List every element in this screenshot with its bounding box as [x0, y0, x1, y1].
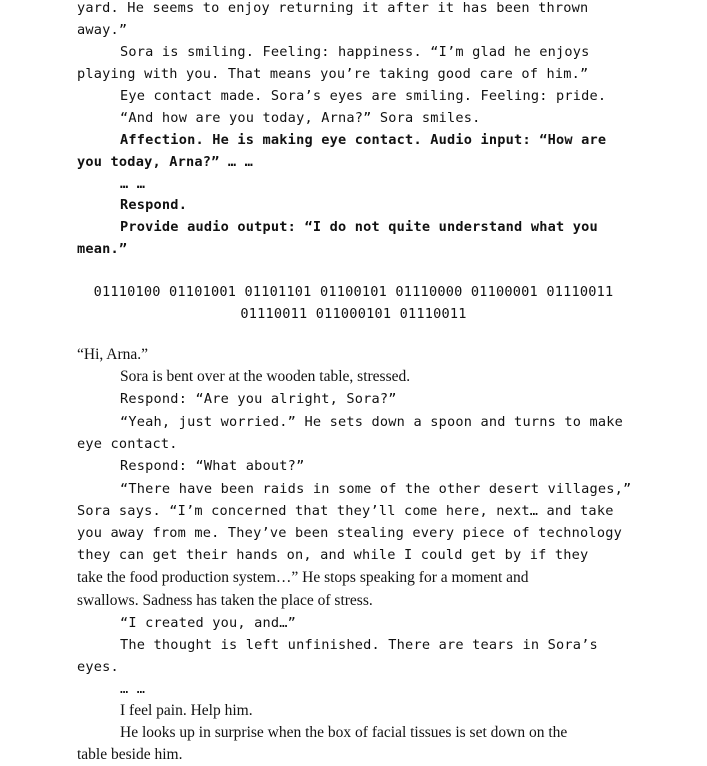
bold-text-line: Affection. He is making eye contact. Audio input: “How are	[120, 132, 607, 148]
text-line: Eye contact made. Sora’s eyes are smiling. Feeling: pride.	[120, 88, 607, 104]
text-line: swallows. Sadness has taken the place of stress.	[77, 592, 373, 609]
text-line: away.”	[77, 22, 128, 38]
text-line: take the food production system…” He stops speaking for a moment and	[77, 569, 529, 586]
text-line: Respond: “What about?”	[120, 458, 305, 474]
bold-text-line: Respond.	[120, 197, 188, 213]
text-line: “Hi, Arna.”	[77, 346, 149, 363]
text-line: eye contact.	[77, 436, 178, 452]
bold-text-line: … …	[120, 176, 146, 192]
text-line: Sora is bent over at the wooden table, stressed.	[120, 368, 411, 385]
text-line: Sora is smiling. Feeling: happiness. “I’m glad he enjoys	[120, 44, 590, 60]
bold-text-line: mean.”	[77, 241, 128, 257]
text-line: “Yeah, just worried.” He sets down a spoon and turns to make	[120, 414, 624, 430]
text-line: Respond: “Are you alright, Sora?”	[120, 391, 397, 407]
binary-line: 01110011 011000101 01110011	[240, 306, 467, 322]
text-line: “There have been raids in some of the other desert villages,”	[120, 481, 632, 497]
bold-text-line: Provide audio output: “I do not quite understand what you	[120, 219, 598, 235]
text-line: you away from me. They’ve been stealing every piece of technology	[77, 525, 622, 541]
text-line: … …	[120, 681, 146, 697]
text-line: He looks up in surprise when the box of facial tissues is set down on the	[120, 724, 568, 741]
text-line: I feel pain. Help him.	[120, 702, 253, 719]
text-line: “I created you, and…”	[120, 615, 297, 631]
text-line: eyes.	[77, 659, 119, 675]
text-line: yard. He seems to enjoy returning it after it has been thrown	[77, 0, 589, 16]
bold-text-line: you today, Arna?” … …	[77, 154, 254, 170]
text-line: “And how are you today, Arna?” Sora smiles.	[120, 110, 481, 126]
binary-line: 01110100 01101001 01101101 01100101 01110000 01100001 01110011	[93, 284, 614, 300]
text-line: playing with you. That means you’re taking good care of him.”	[77, 66, 589, 82]
text-line: Sora says. “I’m concerned that they’ll come here, next… and take	[77, 503, 614, 519]
text-line: they can get their hands on, and while I could get by if they	[77, 547, 589, 563]
text-line: table beside him.	[77, 746, 183, 763]
text-line: The thought is left unfinished. There are tears in Sora’s	[120, 637, 598, 653]
